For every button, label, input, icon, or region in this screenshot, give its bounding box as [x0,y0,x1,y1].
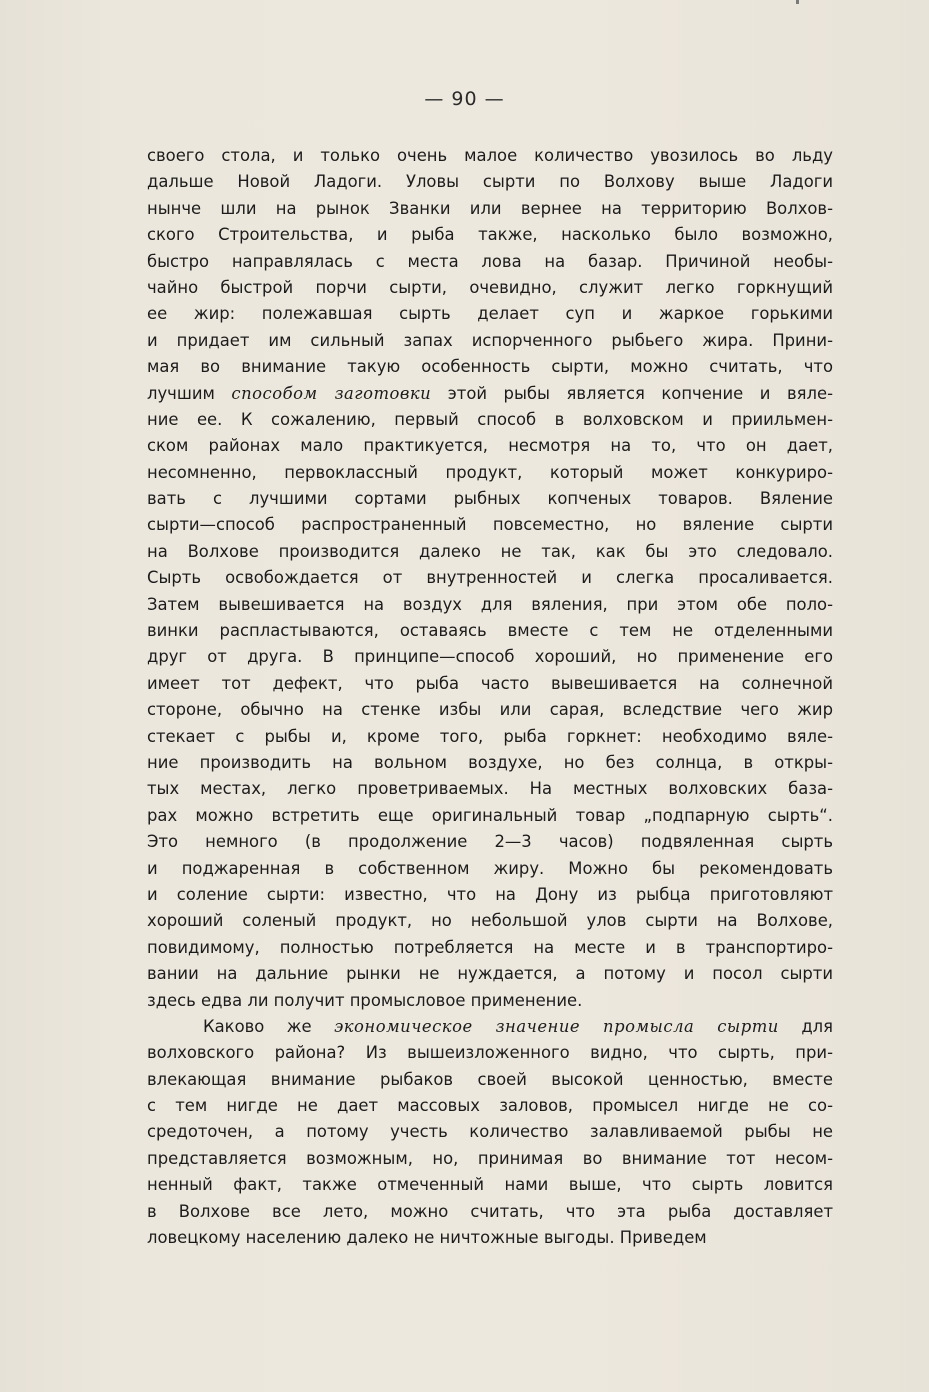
text-line: Каково же экономическое значение промысла сырти для [203,1016,833,1036]
text-line: вании на дальние рынки не нуждается, а потому и посол сырти [147,964,833,984]
text-line: стороне, обычно на стенке избы или сарая, вследствие чего жир [147,700,833,720]
text-line: хороший соленый продукт, но небольшой улов сырти на Волхове, [147,911,833,931]
body-text [147,143,833,1251]
text-line: нынче шли на рынок Званки или вернее на территорию Волхов- [147,198,833,218]
text-line: ненный факт, также отмеченный нами выше, что сырть ловится [147,1175,833,1195]
text-line: вать с лучшими сортами рыбных копченых товаров. Вяление [147,489,833,509]
text-line: Это немного (в продолжение 2—3 часов) подвяленная сырть [147,832,833,852]
page-number: — 90 — [424,88,505,110]
text-line: несомненно, первоклассный продукт, который может конкуриро- [147,462,833,482]
paragraph-2 [147,1014,833,1252]
text-line: ловецкому населению далеко не ничтожные выгоды. Приведем [147,1228,707,1248]
text-line: винки распластываются, оставаясь вместе с тем не отделенными [147,621,833,641]
text-line: ние ее. К сожалению, первый способ в волховском и приильмен- [147,409,833,429]
emphasized-text: способом заготовки [231,383,432,403]
text-line: быстро направлялась с места лова на базар. Причиной необы- [147,251,833,271]
text-line: и придает им сильный запах испорченного рыбьего жира. Прини- [147,330,833,350]
text-line: дальше Новой Ладоги. Уловы сырти по Волхову выше Ладоги [147,172,833,192]
text-line: на Волхове производится далеко не так, как бы это следовало. [147,541,833,561]
text-line: стекает с рыбы и, кроме того, рыба горкнет: необходимо вяле- [147,726,833,746]
text-line: в Волхове все лето, можно считать, что эта рыба доставляет [147,1201,833,1221]
text-line: ее жир: полежавшая сырть делает суп и жаркое горькими [147,304,833,324]
text-line: средоточен, а потому учесть количество залавливаемой рыбы не [147,1122,833,1142]
emphasized-text: экономическое значение промысла сырти [334,1016,779,1036]
text-line: ском районах мало практикуется, несмотря на то, что он дает, [147,436,833,456]
text-line: друг от друга. В принципе—способ хороший, но применение его [147,647,833,667]
text-line: лучшим способом заготовки этой рыбы является копчение и вяле- [147,383,833,403]
text-line: повидимому, полностью потребляется на месте и в транспортиро- [147,937,833,957]
scan-mark [796,0,799,4]
text-line: ского Строительства, и рыба также, насколько было возможно, [147,225,833,245]
text-line: с тем нигде не дает массовых заловов, промысел нигде не со- [147,1096,833,1116]
text-line: здесь едва ли получит промысловое применение. [147,990,583,1010]
text-line: Затем вывешивается на воздух для вяления, при этом обе поло- [147,594,833,614]
paragraph-1 [147,143,833,1014]
text-line: представляется возможным, но, принимая во внимание тот несом- [147,1148,833,1168]
text-line: тых местах, легко проветриваемых. На местных волховских база- [147,779,833,799]
text-line: сырти—способ распространенный повсеместно, но вяление сырти [147,515,833,535]
text-line: ние производить на вольном воздухе, но без солнца, в откры- [147,752,833,772]
text-line: своего стола, и только очень малое количество увозилось во льду [147,146,833,165]
text-line: мая во внимание такую особенность сырти, можно считать, что [147,357,833,377]
text-line: волховского района? Из вышеизложенного видно, что сырть, при- [147,1043,833,1063]
text-line: чайно быстрой порчи сырти, очевидно, служит легко горкнущий [147,277,833,297]
text-line: имеет тот дефект, что рыба часто вывешивается на солнечной [147,673,833,693]
text-line: и поджаренная в собственном жиру. Можно бы рекомендовать [147,858,833,878]
text-line: рах можно встретить еще оригинальный товар „подпарную сырть“. [147,805,833,825]
text-line: и соление сырти: известно, что на Дону из рыбца приготовляют [147,884,833,904]
text-line: Сырть освобождается от внутренностей и слегка просаливается. [147,568,833,588]
text-line: влекающая внимание рыбаков своей высокой ценностью, вместе [147,1069,833,1089]
